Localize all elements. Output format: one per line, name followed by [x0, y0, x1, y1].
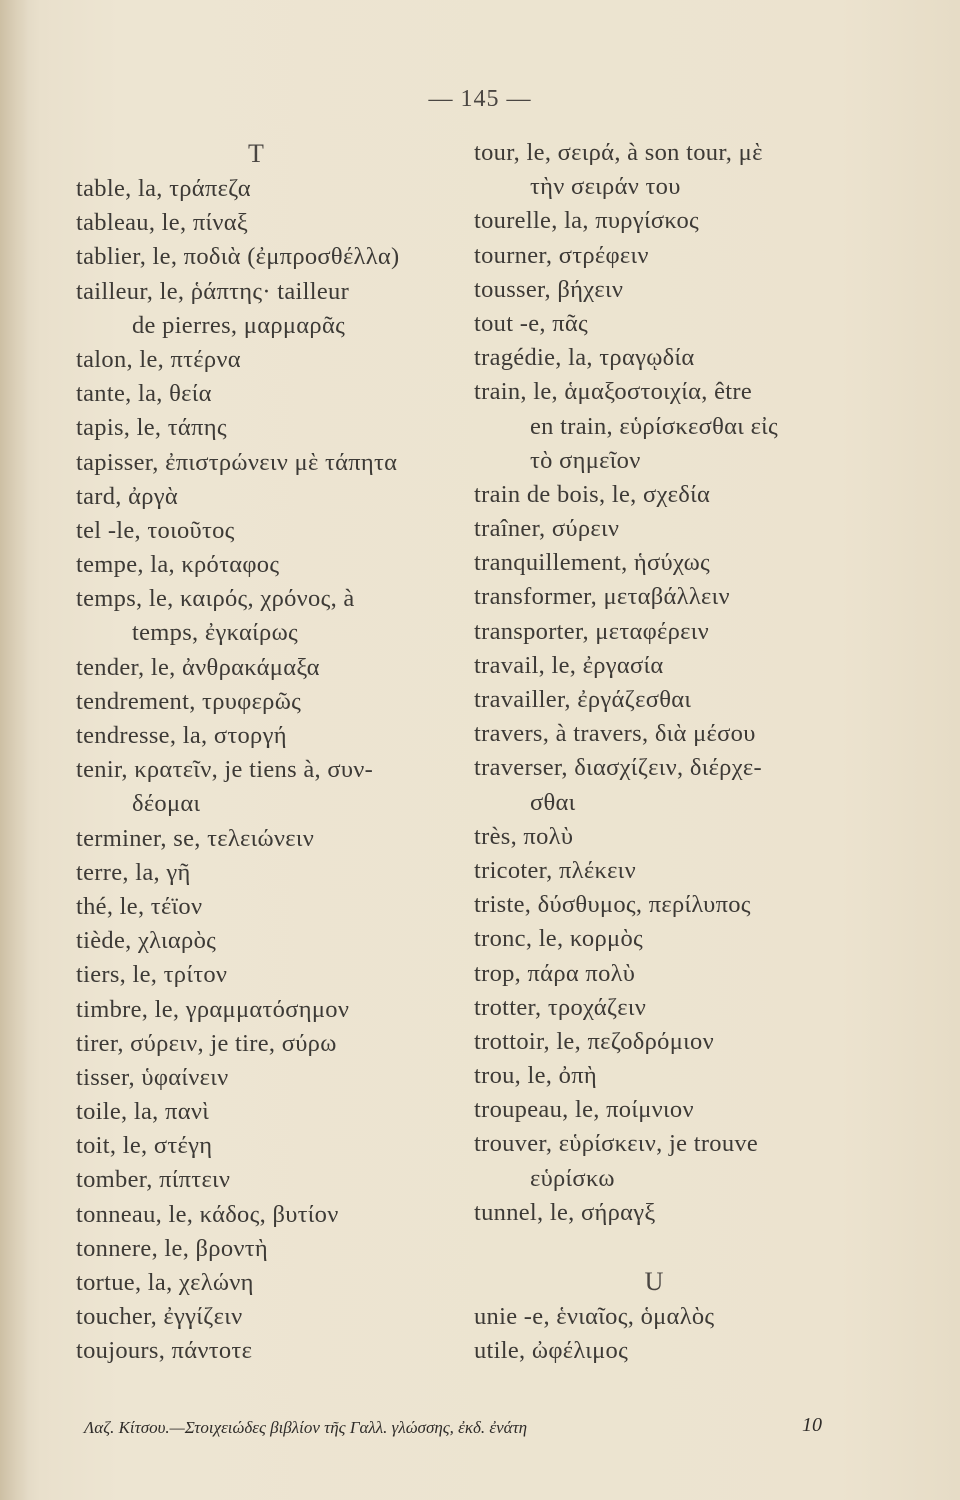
dictionary-entry: tourelle, la, πυργίσκος — [474, 207, 700, 235]
footer-signature-mark: 10 — [802, 1414, 822, 1436]
dictionary-entry: tirer, σύρειν, je tire, σύρω — [76, 1029, 337, 1057]
dictionary-entry: tard, ἀργὰ — [76, 482, 179, 510]
dictionary-entry: tout -e, πᾶς — [474, 309, 589, 337]
entry-continuation: δέομαι — [132, 790, 201, 818]
dictionary-entry: trouver, εὑρίσκειν, je trouve — [474, 1130, 759, 1158]
footer-imprint: Λαζ. Κίτσου.—Στοιχειώδες βιβλίον τῆς Γαλλ. γλώσσης, ἐκδ. ἐνάτη — [84, 1418, 528, 1437]
dictionary-entry: traverser, διασχίζειν, διέρχε- — [474, 754, 762, 782]
entry-continuation: τὸ σημεῖον — [530, 446, 641, 474]
dictionary-entry: tante, la, θεία — [76, 380, 212, 408]
dictionary-entry: unie -e, ἑνιαῖος, ὁμαλὸς — [474, 1303, 715, 1331]
dictionary-entry: tendresse, la, στοργή — [76, 722, 287, 749]
dictionary-entry: tender, le, ἀνθρακάμαξα — [76, 653, 320, 681]
dictionary-entry: tousser, βήχειν — [474, 275, 624, 303]
left-column — [76, 136, 466, 1369]
dictionary-entry: tablier, le, ποδιὰ (ἐμπροσθέλλα) — [76, 243, 400, 271]
dictionary-entry: travers, à travers, διὰ μέσου — [474, 720, 756, 748]
entry-continuation: temps, ἐγκαίρως — [132, 619, 298, 647]
dictionary-entry: timbre, le, γραμματόσημον — [76, 995, 350, 1023]
dictionary-entry: tapis, le, τάπης — [76, 414, 227, 442]
entry-continuation: σθαι — [530, 788, 576, 816]
entry-continuation: de pierres, μαρμαρᾶς — [132, 311, 346, 339]
dictionary-entry: tour, le, σειρά, à son tour, μὲ — [474, 139, 763, 166]
dictionary-entry: train, le, ἁμαξοστοιχία, être — [474, 378, 753, 406]
dictionary-entry: tronc, le, κορμὸς — [474, 925, 643, 953]
dictionary-entry: tisser, ὑφαίνειν — [76, 1063, 229, 1091]
dictionary-entry: troupeau, le, ποίμνιον — [474, 1096, 694, 1124]
dictionary-entry: tragédie, la, τραγῳδία — [474, 344, 695, 372]
page-binding-edge — [0, 0, 28, 1500]
dictionary-entry: utile, ὠφέλιμος — [474, 1337, 629, 1365]
dictionary-entry: tel -le, τοιοῦτος — [76, 516, 235, 544]
dictionary-entry: tricoter, πλέκειν — [474, 856, 636, 884]
right-column — [474, 136, 894, 1369]
dictionary-entry: trotter, τροχάζειν — [474, 993, 647, 1021]
dictionary-entry: tapisser, ἐπιστρώνειν μὲ τάπητα — [76, 448, 398, 476]
dictionary-entry: tiède, χλιαρὸς — [76, 927, 217, 955]
dictionary-entry: tiers, le, τρίτον — [76, 961, 228, 989]
dictionary-entry: terminer, se, τελειώνειν — [76, 824, 315, 852]
dictionary-entry: tableau, le, πίναξ — [76, 209, 249, 237]
dictionary-entry: tortue, la, χελώνη — [76, 1269, 254, 1296]
dictionary-entry: tranquillement, ἡσύχως — [474, 549, 711, 577]
dictionary-entry: transformer, μεταβάλλειν — [474, 583, 730, 611]
dictionary-entry: temps, le, καιρός, χρόνος, à — [76, 585, 355, 613]
dictionary-entry: tenir, κρατεῖν, je tiens à, συν- — [76, 756, 374, 784]
dictionary-entry: terre, la, γῆ — [76, 858, 191, 886]
dictionary-entry: table, la, τράπεζα — [76, 175, 251, 202]
dictionary-entry: triste, δύσθυμος, περίλυπος — [474, 891, 751, 919]
entry-continuation: en train, εὑρίσκεσθαι εἰς — [530, 412, 779, 440]
dictionary-entry: trottoir, le, πεζοδρόμιον — [474, 1027, 714, 1055]
dictionary-entry: tonnere, le, βροντὴ — [76, 1234, 269, 1262]
dictionary-entry: toucher, ἐγγίζειν — [76, 1303, 243, 1331]
section-letter-t: T — [248, 139, 264, 168]
entry-continuation: τὴν σειράν του — [530, 173, 681, 201]
dictionary-entry: très, πολὺ — [474, 822, 574, 850]
dictionary-entry: tailleur, le, ῥάπτης· tailleur — [76, 277, 350, 305]
dictionary-entry: travail, le, ἐργασία — [474, 651, 664, 679]
dictionary-entry: tomber, πίπτειν — [76, 1166, 231, 1194]
entry-continuation: εὑρίσκω — [530, 1164, 615, 1192]
dictionary-entry: tunnel, le, σήραγξ — [474, 1198, 656, 1226]
dictionary-entry: train de bois, le, σχεδία — [474, 480, 711, 508]
dictionary-entry: travailler, ἐργάζεσθαι — [474, 686, 692, 713]
dictionary-entry: tendrement, τρυφερῶς — [76, 687, 302, 715]
right-entries-t — [474, 136, 894, 1230]
dictionary-entry: tourner, στρέφειν — [474, 241, 649, 269]
section-gap — [474, 1230, 894, 1264]
dictionary-entry: tonneau, le, κάδος, βυτίον — [76, 1200, 339, 1228]
dictionary-entry: traîner, σύρειν — [474, 515, 620, 543]
page-number: — 145 — — [428, 86, 532, 112]
dictionary-entry: toit, le, στέγη — [76, 1132, 213, 1160]
dictionary-entry: toujours, πάντοτε — [76, 1337, 253, 1365]
dictionary-entry: transporter, μεταφέρειν — [474, 617, 710, 645]
dictionary-entry: thé, le, τέϊον — [76, 892, 203, 920]
left-entries — [76, 172, 466, 1369]
right-entries-u — [474, 1300, 894, 1368]
dictionary-entry: talon, le, πτέρνα — [76, 345, 241, 373]
dictionary-entry: trou, le, ὀπὴ — [474, 1062, 597, 1090]
section-letter-u: U — [644, 1267, 664, 1297]
dictionary-entry: toile, la, πανὶ — [76, 1098, 210, 1126]
dictionary-entry: tempe, la, κρόταφος — [76, 551, 280, 579]
dictionary-entry: trop, πάρα πολὺ — [474, 959, 636, 987]
